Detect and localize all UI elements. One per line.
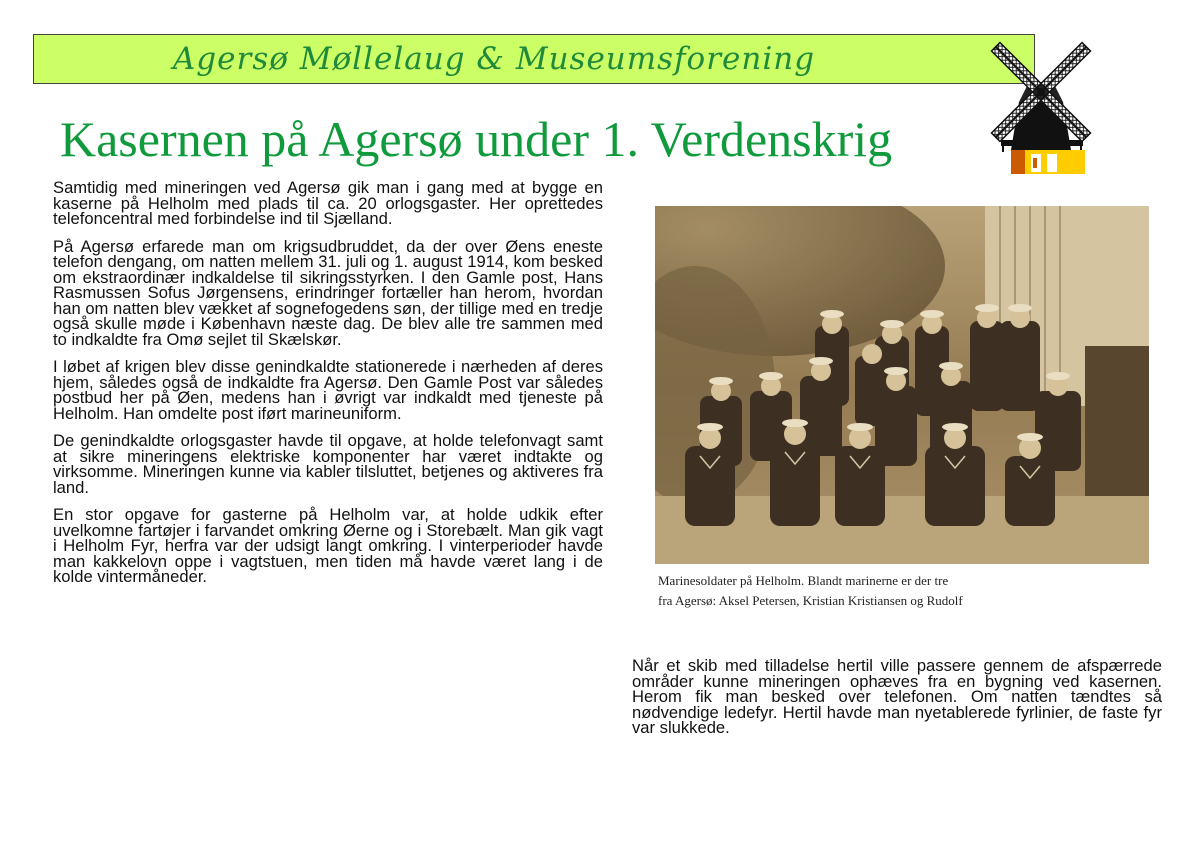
paragraph: Samtidig med mineringen ved Agersø gik man i gang med at bygge en kaserne på Helholm med plads til ca. 20 orlogsgaster. Her oprettedes telefoncentral med forbindelse ind til Sjælland. — [53, 178, 603, 228]
association-name: Agersø Møllelaug & Museumsforening — [172, 41, 816, 77]
article-left-column — [53, 180, 603, 597]
page-title: Kasernen på Agersø under 1. Verdenskrig — [60, 111, 893, 167]
paragraph: De genindkaldte orlogsgaster havde til opgave, at holde telefonvagt samt at sikre mineringens elektriske komponenter har været indtakte og virksomme. Mineringen kunne via kabler tilsluttet, betjenes og aktiveres fra land. — [53, 431, 603, 497]
group-photo — [655, 206, 1149, 564]
caption-line: fra Agersø: Aksel Petersen, Kristian Kristiansen og Rudolf — [658, 593, 963, 608]
caption-line: Marinesoldater på Helholm. Blandt marinerne er der tre — [658, 573, 949, 588]
paragraph: En stor opgave for gasterne på Helholm var, at holde udkik efter uvelkomne fartøjer i farvandet omkring Øerne og i Storebælt. Man gik vagt i Helholm Fyr, herfra var der udsigt langt omkring. I vinterperioder havde man kakkelovn oppe i vagtstuen, men tiden må havde været lang i de kolde vintermåneder. — [53, 505, 603, 586]
paragraph: I løbet af krigen blev disse genindkaldte stationerede i nærheden af deres hjem, således også de indkaldte fra Agersø. Den Gamle Post var således postbud her på Øen, medens han i øvrigt var indkaldt med tjeneste på Helholm. Han omdelte post iført marineuniform. — [53, 357, 603, 423]
paragraph: Når et skib med tilladelse hertil ville passere gennem de afspærrede områder kunne mineringen ophæves fra en bygning ved kasernen. Herom fik man besked over telefonen. Om natten tændtes så nødvendige ledefyr. Hertil havde man nyetablerede fyrlinier, de faste fyr var slukkede. — [632, 656, 1162, 737]
article-right-column — [632, 658, 1162, 748]
photo-caption — [658, 571, 1128, 611]
association-banner — [33, 34, 1035, 84]
windmill-logo-icon — [985, 22, 1097, 182]
paragraph: På Agersø erfarede man om krigsudbruddet, da der over Øens eneste telefon dengang, om natten mellem 31. juli og 1. august 1914, kom besked om ekstraordinær indkaldelse til sikringsstyrken. I den Gamle post, Hans Rasmussen Sofus Jørgensens, erindringer fortæller han herom, hvordan han om natten blev vækket af sognefogedens søn, der tillige med en tredje også skulle møde i København næste dag. De blev alle tre sammen med to indkaldte fra Omø sejlet til Skælskør. — [53, 236, 603, 349]
